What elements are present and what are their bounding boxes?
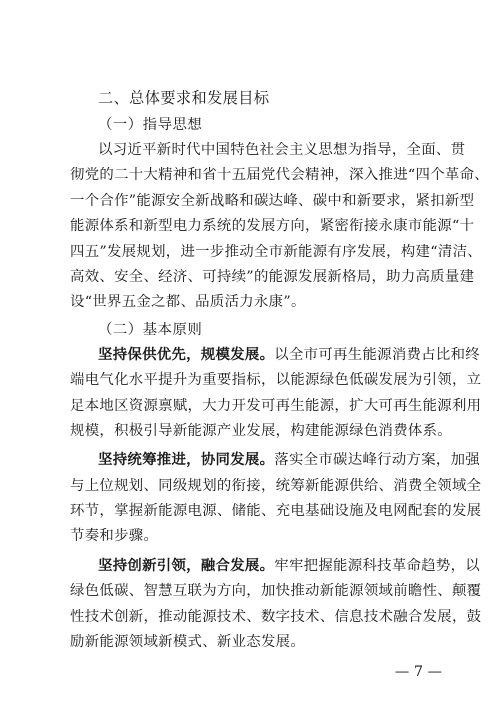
paragraph-line: 环节，掌握新能源电源、储能、充电基础设施及电网配套的发展 <box>70 503 482 520</box>
paragraph-line: 能源体系和新型电力系统的发展方向，紧密衔接永康市能源“十 <box>70 218 475 235</box>
paragraph-line: 彻党的二十大精神和省十五届党代会精神，深入推进“四个革命、 <box>70 167 489 184</box>
paragraph-line: 与上位规划、同级规划的衔接，统筹新能源供给、消费全领域全 <box>70 477 482 494</box>
guiding-ideology-paragraph <box>70 138 489 316</box>
principle-paragraph-innovation <box>70 554 482 656</box>
paragraph-line: 节奏和步骤。 <box>70 528 159 545</box>
subsection-heading-basic-principles: （二）基本原则 <box>98 321 203 338</box>
principle-lead: 坚持保供优先，规模发展。 <box>98 346 275 363</box>
paragraph-line: 规模，积极引导新能源产业发展，构建能源绿色消费体系。 <box>70 422 452 439</box>
paragraph-line: 四五”发展规划，进一步推动全市新能源有序发展，构建“清洁、 <box>70 243 482 260</box>
paragraph-line: 设“世界五金之都、品质活力永康”。 <box>70 294 306 311</box>
principle-lead: 坚持创新引领，融合发展。 <box>98 557 275 574</box>
paragraph-line: 足本地区资源禀赋，大力开发可再生能源，扩大可再生能源利用 <box>70 397 482 414</box>
subsection-heading-guiding-ideology: （一）指导思想 <box>98 117 203 133</box>
section-heading: 二、总体要求和发展目标 <box>98 89 270 107</box>
principle-paragraph-coordination <box>70 448 482 550</box>
paragraph-line: 励新能源领域新模式、新业态发展。 <box>70 634 306 651</box>
paragraph-line: 端电气化水平提升为重要指标，以能源绿色低碳发展为引领，立 <box>70 372 482 389</box>
paragraph-line: 绿色低碳、智慧互联为方向，加快推动新能源领域前瞻性、颠覆 <box>70 583 482 600</box>
page-number: — 7 — <box>394 664 442 680</box>
paragraph-line: 一个合作”能源安全新战略和碳达峰、碳中和新要求，紧扣新型 <box>70 192 475 209</box>
principle-text: 牢牢把握能源科技革命趋势，以 <box>274 557 480 574</box>
page-content <box>70 86 489 655</box>
principle-paragraph-supply <box>70 343 482 445</box>
paragraph-line: 高效、安全、经济、可持续”的能源发展新格局，助力高质量建 <box>70 268 475 285</box>
paragraph-line: 性技术创新，推动能源技术、数字技术、信息技术融合发展，鼓 <box>70 608 482 625</box>
paragraph-line <box>70 343 480 368</box>
paragraph-line <box>70 448 480 473</box>
paragraph-line <box>70 554 480 579</box>
principle-lead: 坚持统筹推进，协同发展。 <box>98 452 275 469</box>
principle-text: 落实全市碳达峰行动方案，加强 <box>274 452 480 469</box>
paragraph-line: 以习近平新时代中国特色社会主义思想为指导，全面、贯 <box>98 142 466 158</box>
principle-text: 以全市可再生能源消费占比和终 <box>274 346 480 363</box>
